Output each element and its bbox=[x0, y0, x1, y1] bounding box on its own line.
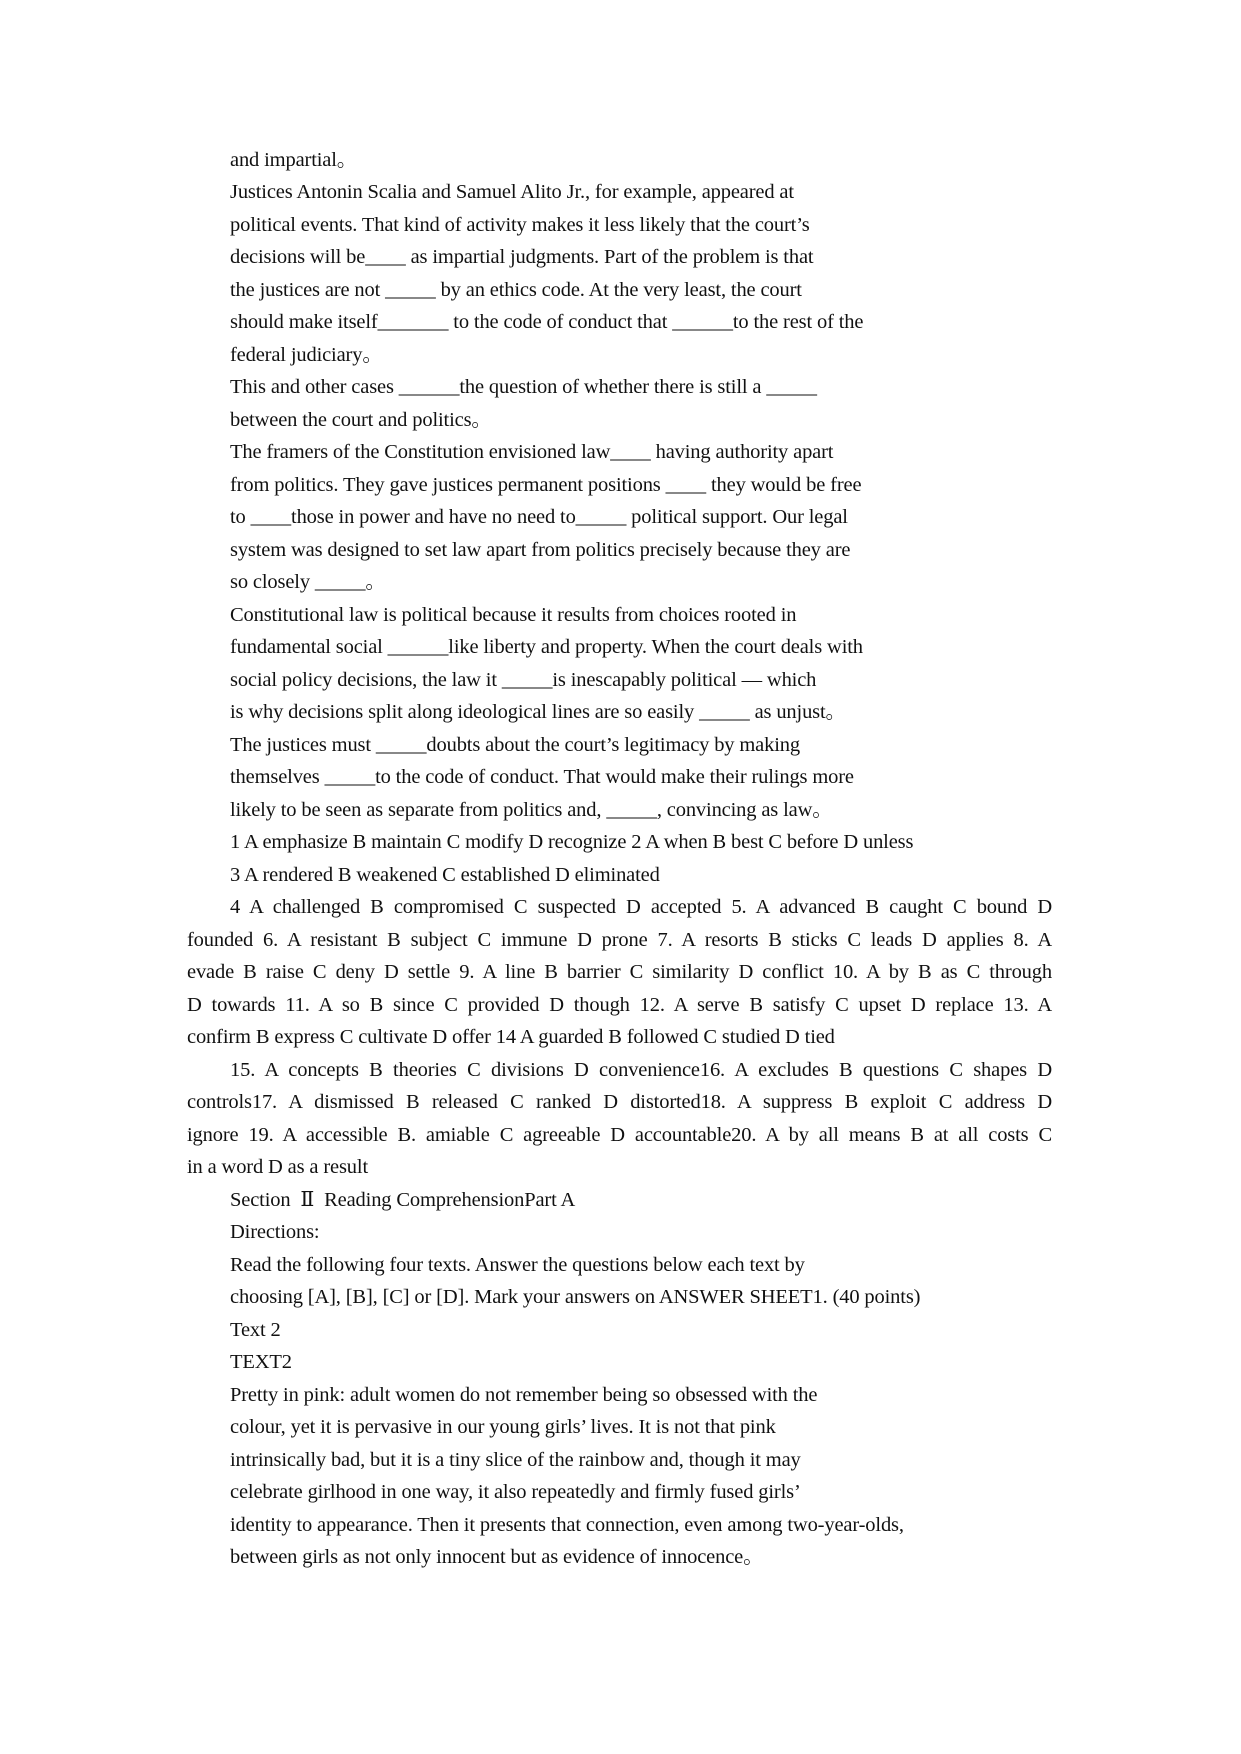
passage-line: federal judiciary。 bbox=[230, 344, 383, 366]
passage-line: between girls as not only innocent but as evidence of innocence。 bbox=[230, 1546, 764, 1568]
passage-line: The justices must _____doubts about the court’s legitimacy by making bbox=[230, 734, 800, 756]
options-line: founded 6. A resistant B subject C immune D prone 7. A resorts B sticks C leads D applies 8. A bbox=[187, 929, 1052, 951]
passage-line: Constitutional law is political because it results from choices rooted in bbox=[230, 604, 797, 626]
passage-line: political events. That kind of activity makes it less likely that the court’s bbox=[230, 214, 810, 236]
directions-text: Read the following four texts. Answer the questions below each text by bbox=[230, 1254, 805, 1276]
directions-text: choosing [A], [B], [C] or [D]. Mark your answers on ANSWER SHEET1. (40 points) bbox=[230, 1286, 921, 1308]
passage-line: should make itself_______ to the code of conduct that ______to the rest of the bbox=[230, 311, 864, 333]
passage-line: so closely _____。 bbox=[230, 571, 386, 593]
passage-line: the justices are not _____ by an ethics code. At the very least, the court bbox=[230, 279, 802, 301]
passage-line: system was designed to set law apart from politics precisely because they are bbox=[230, 539, 851, 561]
text-label: TEXT2 bbox=[230, 1351, 292, 1373]
passage-line: This and other cases ______the question of whether there is still a _____ bbox=[230, 376, 817, 398]
passage-line: likely to be seen as separate from politics and, _____, convincing as law。 bbox=[230, 799, 833, 821]
passage-line: intrinsically bad, but it is a tiny slice of the rainbow and, though it may bbox=[230, 1449, 801, 1471]
options-line: evade B raise C deny D settle 9. A line B barrier C similarity D conflict 10. A by B as C through bbox=[187, 961, 1052, 983]
passage-line: Justices Antonin Scalia and Samuel Alito Jr., for example, appeared at bbox=[230, 181, 794, 203]
passage-line: Pretty in pink: adult women do not remember being so obsessed with the bbox=[230, 1384, 818, 1406]
options-line: 4 A challenged B compromised C suspected D accepted 5. A advanced B caught C bound D bbox=[230, 896, 1052, 918]
passage-line: is why decisions split along ideological lines are so easily _____ as unjust。 bbox=[230, 701, 846, 723]
options-line: 15. A concepts B theories C divisions D convenience16. A excludes B questions C shapes D bbox=[230, 1059, 1052, 1081]
passage-line: and impartial。 bbox=[230, 149, 358, 171]
options-line: confirm B express C cultivate D offer 14 A guarded B followed C studied D tied bbox=[187, 1026, 835, 1048]
passage-line: identity to appearance. Then it presents that connection, even among two-year-olds, bbox=[230, 1514, 904, 1536]
options-line: D towards 11. A so B since C provided D though 12. A serve B satisfy C upset D replace 13. A bbox=[187, 994, 1052, 1016]
passage-line: The framers of the Constitution envisioned law____ having authority apart bbox=[230, 441, 834, 463]
passage-line: fundamental social ______like liberty and property. When the court deals with bbox=[230, 636, 863, 658]
options-line: 1 A emphasize B maintain C modify D recognize 2 A when B best C before D unless bbox=[230, 831, 914, 853]
options-line: 3 A rendered B weakened C established D eliminated bbox=[230, 864, 660, 886]
passage-line: between the court and politics。 bbox=[230, 409, 492, 431]
passage-line: decisions will be____ as impartial judgments. Part of the problem is that bbox=[230, 246, 814, 268]
options-line: controls17. A dismissed B released C ranked D distorted18. A suppress B exploit C address D bbox=[187, 1091, 1052, 1113]
passage-line: celebrate girlhood in one way, it also repeatedly and firmly fused girls’ bbox=[230, 1481, 801, 1503]
passage-line: colour, yet it is pervasive in our young girls’ lives. It is not that pink bbox=[230, 1416, 776, 1438]
options-line: ignore 19. A accessible B. amiable C agreeable D accountable20. A by all means B at all costs C bbox=[187, 1124, 1052, 1146]
text-label: Text 2 bbox=[230, 1319, 281, 1341]
passage-line: social policy decisions, the law it _____is inescapably political — which bbox=[230, 669, 817, 691]
options-line: in a word D as a result bbox=[187, 1156, 369, 1178]
passage-line: to ____those in power and have no need to_____ political support. Our legal bbox=[230, 506, 848, 528]
passage-line: from politics. They gave justices permanent positions ____ they would be free bbox=[230, 474, 862, 496]
directions-label: Directions: bbox=[230, 1221, 320, 1243]
section-heading: Section Ⅱ Reading ComprehensionPart A bbox=[230, 1189, 576, 1211]
passage-line: themselves _____to the code of conduct. That would make their rulings more bbox=[230, 766, 854, 788]
